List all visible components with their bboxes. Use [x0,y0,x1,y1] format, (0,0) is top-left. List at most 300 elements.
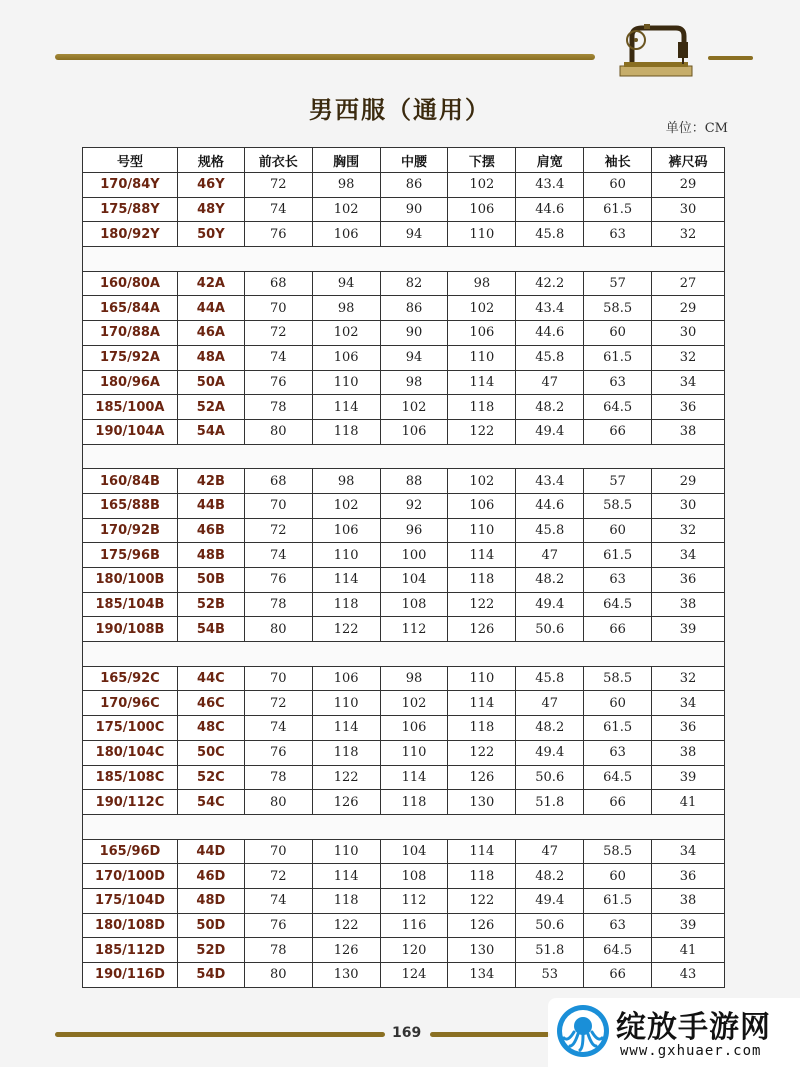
value-cell: 44.6 [516,493,584,518]
spec-cell: 46D [177,864,244,889]
bottom-gold-rule-right [430,1032,550,1037]
value-cell: 110 [312,370,380,395]
value-cell: 43.4 [516,469,584,494]
table-row [83,839,725,864]
model-cell: 165/92C [83,666,178,691]
value-cell: 104 [380,568,448,593]
value-cell: 57 [584,271,652,296]
spec-cell: 50Y [177,222,244,247]
value-cell: 106 [312,518,380,543]
model-cell: 175/88Y [83,197,178,222]
value-cell: 44.6 [516,197,584,222]
spec-cell: 42A [177,271,244,296]
table-row [83,395,725,420]
model-cell: 175/100C [83,716,178,741]
value-cell: 118 [448,716,516,741]
model-cell: 180/100B [83,568,178,593]
value-cell: 48.2 [516,568,584,593]
spec-cell: 54A [177,419,244,444]
value-cell: 49.4 [516,888,584,913]
header-shoulder: 肩宽 [516,148,584,173]
model-cell: 175/92A [83,345,178,370]
value-cell: 29 [652,173,725,198]
value-cell: 64.5 [584,938,652,963]
value-cell: 88 [380,469,448,494]
value-cell: 60 [584,173,652,198]
value-cell: 39 [652,913,725,938]
watermark-name: 绽放手游网 [616,1010,771,1045]
value-cell: 43.4 [516,173,584,198]
table-row [83,691,725,716]
value-cell: 122 [448,740,516,765]
value-cell: 68 [244,469,312,494]
table-row [83,938,725,963]
value-cell: 61.5 [584,197,652,222]
value-cell: 108 [380,592,448,617]
value-cell: 122 [448,419,516,444]
value-cell: 114 [448,839,516,864]
group-separator-row [83,247,725,272]
value-cell: 78 [244,592,312,617]
value-cell: 122 [312,765,380,790]
value-cell: 60 [584,518,652,543]
value-cell: 112 [380,888,448,913]
spec-cell: 54D [177,963,244,988]
value-cell: 118 [312,592,380,617]
spec-cell: 44C [177,666,244,691]
value-cell: 74 [244,543,312,568]
table-row [83,716,725,741]
table-row [83,592,725,617]
value-cell: 80 [244,617,312,642]
table-row [83,568,725,593]
value-cell: 66 [584,963,652,988]
value-cell: 44.6 [516,321,584,346]
spec-cell: 46B [177,518,244,543]
table-row [83,469,725,494]
value-cell: 61.5 [584,543,652,568]
value-cell: 74 [244,197,312,222]
value-cell: 98 [312,469,380,494]
header-waist: 中腰 [380,148,448,173]
value-cell: 70 [244,839,312,864]
spec-cell: 52B [177,592,244,617]
value-cell: 60 [584,864,652,889]
table-body [83,173,725,988]
value-cell: 47 [516,543,584,568]
value-cell: 50.6 [516,765,584,790]
model-cell: 165/96D [83,839,178,864]
value-cell: 38 [652,592,725,617]
table-row [83,197,725,222]
value-cell: 32 [652,518,725,543]
page-number: 169 [392,1025,422,1041]
spec-cell: 48C [177,716,244,741]
spec-cell: 48D [177,888,244,913]
value-cell: 45.8 [516,345,584,370]
value-cell: 38 [652,888,725,913]
value-cell: 38 [652,419,725,444]
table-row [83,790,725,815]
value-cell: 98 [448,271,516,296]
top-gold-rule-right [708,56,753,60]
value-cell: 110 [448,666,516,691]
value-cell: 68 [244,271,312,296]
value-cell: 82 [380,271,448,296]
value-cell: 110 [448,222,516,247]
header-sleeve: 袖长 [584,148,652,173]
value-cell: 66 [584,790,652,815]
value-cell: 106 [448,493,516,518]
spec-cell: 44D [177,839,244,864]
value-cell: 70 [244,296,312,321]
value-cell: 86 [380,173,448,198]
value-cell: 86 [380,296,448,321]
table-row [83,913,725,938]
value-cell: 61.5 [584,888,652,913]
spec-cell: 44B [177,493,244,518]
value-cell: 120 [380,938,448,963]
group-separator-row [83,444,725,469]
model-cell: 190/116D [83,963,178,988]
value-cell: 63 [584,913,652,938]
model-cell: 170/100D [83,864,178,889]
value-cell: 29 [652,296,725,321]
value-cell: 49.4 [516,740,584,765]
value-cell: 114 [448,370,516,395]
value-cell: 94 [380,345,448,370]
value-cell: 122 [448,888,516,913]
bottom-gold-rule [55,1032,385,1037]
value-cell: 58.5 [584,296,652,321]
model-cell: 185/104B [83,592,178,617]
value-cell: 64.5 [584,395,652,420]
group-separator-row [83,642,725,667]
spec-cell: 54B [177,617,244,642]
value-cell: 39 [652,617,725,642]
model-cell: 170/88A [83,321,178,346]
value-cell: 57 [584,469,652,494]
model-cell: 190/108B [83,617,178,642]
value-cell: 66 [584,617,652,642]
spec-cell: 50B [177,568,244,593]
table-row [83,888,725,913]
value-cell: 58.5 [584,666,652,691]
value-cell: 90 [380,321,448,346]
model-cell: 175/96B [83,543,178,568]
value-cell: 34 [652,370,725,395]
group-separator-cell [83,444,725,469]
header-model: 号型 [83,148,178,173]
table-row [83,345,725,370]
value-cell: 49.4 [516,419,584,444]
model-cell: 180/96A [83,370,178,395]
value-cell: 58.5 [584,839,652,864]
table-row [83,173,725,198]
value-cell: 74 [244,716,312,741]
value-cell: 61.5 [584,716,652,741]
value-cell: 130 [312,963,380,988]
value-cell: 72 [244,518,312,543]
value-cell: 78 [244,395,312,420]
spec-cell: 48B [177,543,244,568]
value-cell: 63 [584,222,652,247]
value-cell: 118 [448,395,516,420]
value-cell: 98 [312,173,380,198]
group-separator-cell [83,642,725,667]
watermark [548,998,800,1067]
value-cell: 112 [380,617,448,642]
value-cell: 124 [380,963,448,988]
value-cell: 51.8 [516,938,584,963]
value-cell: 98 [380,370,448,395]
model-cell: 170/92B [83,518,178,543]
group-separator-row [83,814,725,839]
value-cell: 102 [448,296,516,321]
value-cell: 106 [380,716,448,741]
table-row [83,370,725,395]
value-cell: 29 [652,469,725,494]
table-row [83,543,725,568]
spec-cell: 46A [177,321,244,346]
value-cell: 45.8 [516,222,584,247]
table-row [83,864,725,889]
value-cell: 43 [652,963,725,988]
table-row [83,271,725,296]
table-row [83,493,725,518]
model-cell: 175/104D [83,888,178,913]
value-cell: 122 [448,592,516,617]
size-table [82,147,725,988]
value-cell: 58.5 [584,493,652,518]
value-cell: 110 [312,691,380,716]
value-cell: 126 [448,765,516,790]
value-cell: 48.2 [516,395,584,420]
value-cell: 130 [448,790,516,815]
value-cell: 74 [244,888,312,913]
octopus-logo-icon [556,1004,610,1058]
sewing-machine-icon [612,18,700,80]
value-cell: 118 [380,790,448,815]
spec-cell: 46Y [177,173,244,198]
table-row [83,963,725,988]
spec-cell: 52C [177,765,244,790]
value-cell: 102 [312,197,380,222]
spec-cell: 50C [177,740,244,765]
value-cell: 106 [312,666,380,691]
unit-label: 单位：CM [665,121,728,136]
table-row [83,518,725,543]
spec-cell: 52A [177,395,244,420]
value-cell: 32 [652,345,725,370]
value-cell: 98 [380,666,448,691]
value-cell: 102 [312,321,380,346]
value-cell: 110 [448,518,516,543]
header-chest: 胸围 [312,148,380,173]
group-separator-cell [83,247,725,272]
value-cell: 47 [516,691,584,716]
value-cell: 106 [448,197,516,222]
value-cell: 47 [516,370,584,395]
value-cell: 114 [380,765,448,790]
model-cell: 185/112D [83,938,178,963]
model-cell: 180/104C [83,740,178,765]
page-title: 男西服（通用） [309,95,491,124]
table-row [83,740,725,765]
value-cell: 76 [244,222,312,247]
value-cell: 38 [652,740,725,765]
value-cell: 98 [312,296,380,321]
value-cell: 106 [312,222,380,247]
spec-cell: 42B [177,469,244,494]
value-cell: 76 [244,568,312,593]
value-cell: 110 [312,839,380,864]
value-cell: 27 [652,271,725,296]
spec-cell: 46C [177,691,244,716]
value-cell: 102 [380,395,448,420]
header-pants-size: 裤尺码 [652,148,725,173]
value-cell: 102 [312,493,380,518]
value-cell: 42.2 [516,271,584,296]
value-cell: 66 [584,419,652,444]
value-cell: 76 [244,370,312,395]
model-cell: 170/84Y [83,173,178,198]
value-cell: 39 [652,765,725,790]
model-cell: 190/112C [83,790,178,815]
model-cell: 180/92Y [83,222,178,247]
value-cell: 76 [244,913,312,938]
value-cell: 92 [380,493,448,518]
value-cell: 30 [652,197,725,222]
value-cell: 72 [244,864,312,889]
value-cell: 32 [652,222,725,247]
header-spec: 规格 [177,148,244,173]
value-cell: 96 [380,518,448,543]
value-cell: 126 [312,790,380,815]
value-cell: 106 [380,419,448,444]
model-cell: 165/84A [83,296,178,321]
value-cell: 70 [244,666,312,691]
value-cell: 80 [244,790,312,815]
value-cell: 34 [652,543,725,568]
spec-cell: 44A [177,296,244,321]
value-cell: 36 [652,395,725,420]
value-cell: 114 [312,716,380,741]
value-cell: 126 [448,617,516,642]
value-cell: 50.6 [516,617,584,642]
value-cell: 45.8 [516,518,584,543]
value-cell: 48.2 [516,716,584,741]
value-cell: 118 [312,740,380,765]
value-cell: 36 [652,864,725,889]
value-cell: 130 [448,938,516,963]
value-cell: 100 [380,543,448,568]
spec-cell: 50A [177,370,244,395]
value-cell: 94 [312,271,380,296]
table-row [83,419,725,444]
table-header-row [83,148,725,173]
value-cell: 41 [652,790,725,815]
spec-cell: 54C [177,790,244,815]
value-cell: 118 [448,568,516,593]
spec-cell: 50D [177,913,244,938]
value-cell: 74 [244,345,312,370]
model-cell: 180/108D [83,913,178,938]
value-cell: 72 [244,321,312,346]
model-cell: 185/100A [83,395,178,420]
value-cell: 30 [652,493,725,518]
value-cell: 63 [584,568,652,593]
value-cell: 53 [516,963,584,988]
value-cell: 110 [312,543,380,568]
value-cell: 134 [448,963,516,988]
table-row [83,222,725,247]
value-cell: 63 [584,740,652,765]
value-cell: 102 [448,173,516,198]
model-cell: 160/80A [83,271,178,296]
value-cell: 118 [312,888,380,913]
value-cell: 78 [244,938,312,963]
value-cell: 126 [312,938,380,963]
group-separator-cell [83,814,725,839]
value-cell: 116 [380,913,448,938]
value-cell: 106 [448,321,516,346]
table-row [83,617,725,642]
value-cell: 90 [380,197,448,222]
value-cell: 118 [448,864,516,889]
value-cell: 50.6 [516,913,584,938]
value-cell: 41 [652,938,725,963]
table-row [83,765,725,790]
model-cell: 190/104A [83,419,178,444]
value-cell: 94 [380,222,448,247]
value-cell: 51.8 [516,790,584,815]
value-cell: 110 [448,345,516,370]
watermark-url: www.gxhuaer.com [620,1043,762,1059]
value-cell: 102 [448,469,516,494]
model-cell: 185/108C [83,765,178,790]
table-row [83,296,725,321]
value-cell: 30 [652,321,725,346]
value-cell: 114 [312,395,380,420]
header-hem: 下摆 [448,148,516,173]
spec-cell: 52D [177,938,244,963]
top-gold-rule [55,54,595,60]
table-row [83,321,725,346]
value-cell: 78 [244,765,312,790]
value-cell: 70 [244,493,312,518]
value-cell: 60 [584,321,652,346]
model-cell: 170/96C [83,691,178,716]
value-cell: 110 [380,740,448,765]
value-cell: 106 [312,345,380,370]
value-cell: 122 [312,913,380,938]
value-cell: 114 [312,568,380,593]
value-cell: 102 [380,691,448,716]
model-cell: 165/88B [83,493,178,518]
value-cell: 45.8 [516,666,584,691]
value-cell: 114 [448,691,516,716]
header-front-length: 前衣长 [244,148,312,173]
model-cell: 160/84B [83,469,178,494]
value-cell: 63 [584,370,652,395]
value-cell: 80 [244,419,312,444]
value-cell: 36 [652,568,725,593]
spec-cell: 48Y [177,197,244,222]
value-cell: 36 [652,716,725,741]
value-cell: 114 [448,543,516,568]
value-cell: 32 [652,666,725,691]
